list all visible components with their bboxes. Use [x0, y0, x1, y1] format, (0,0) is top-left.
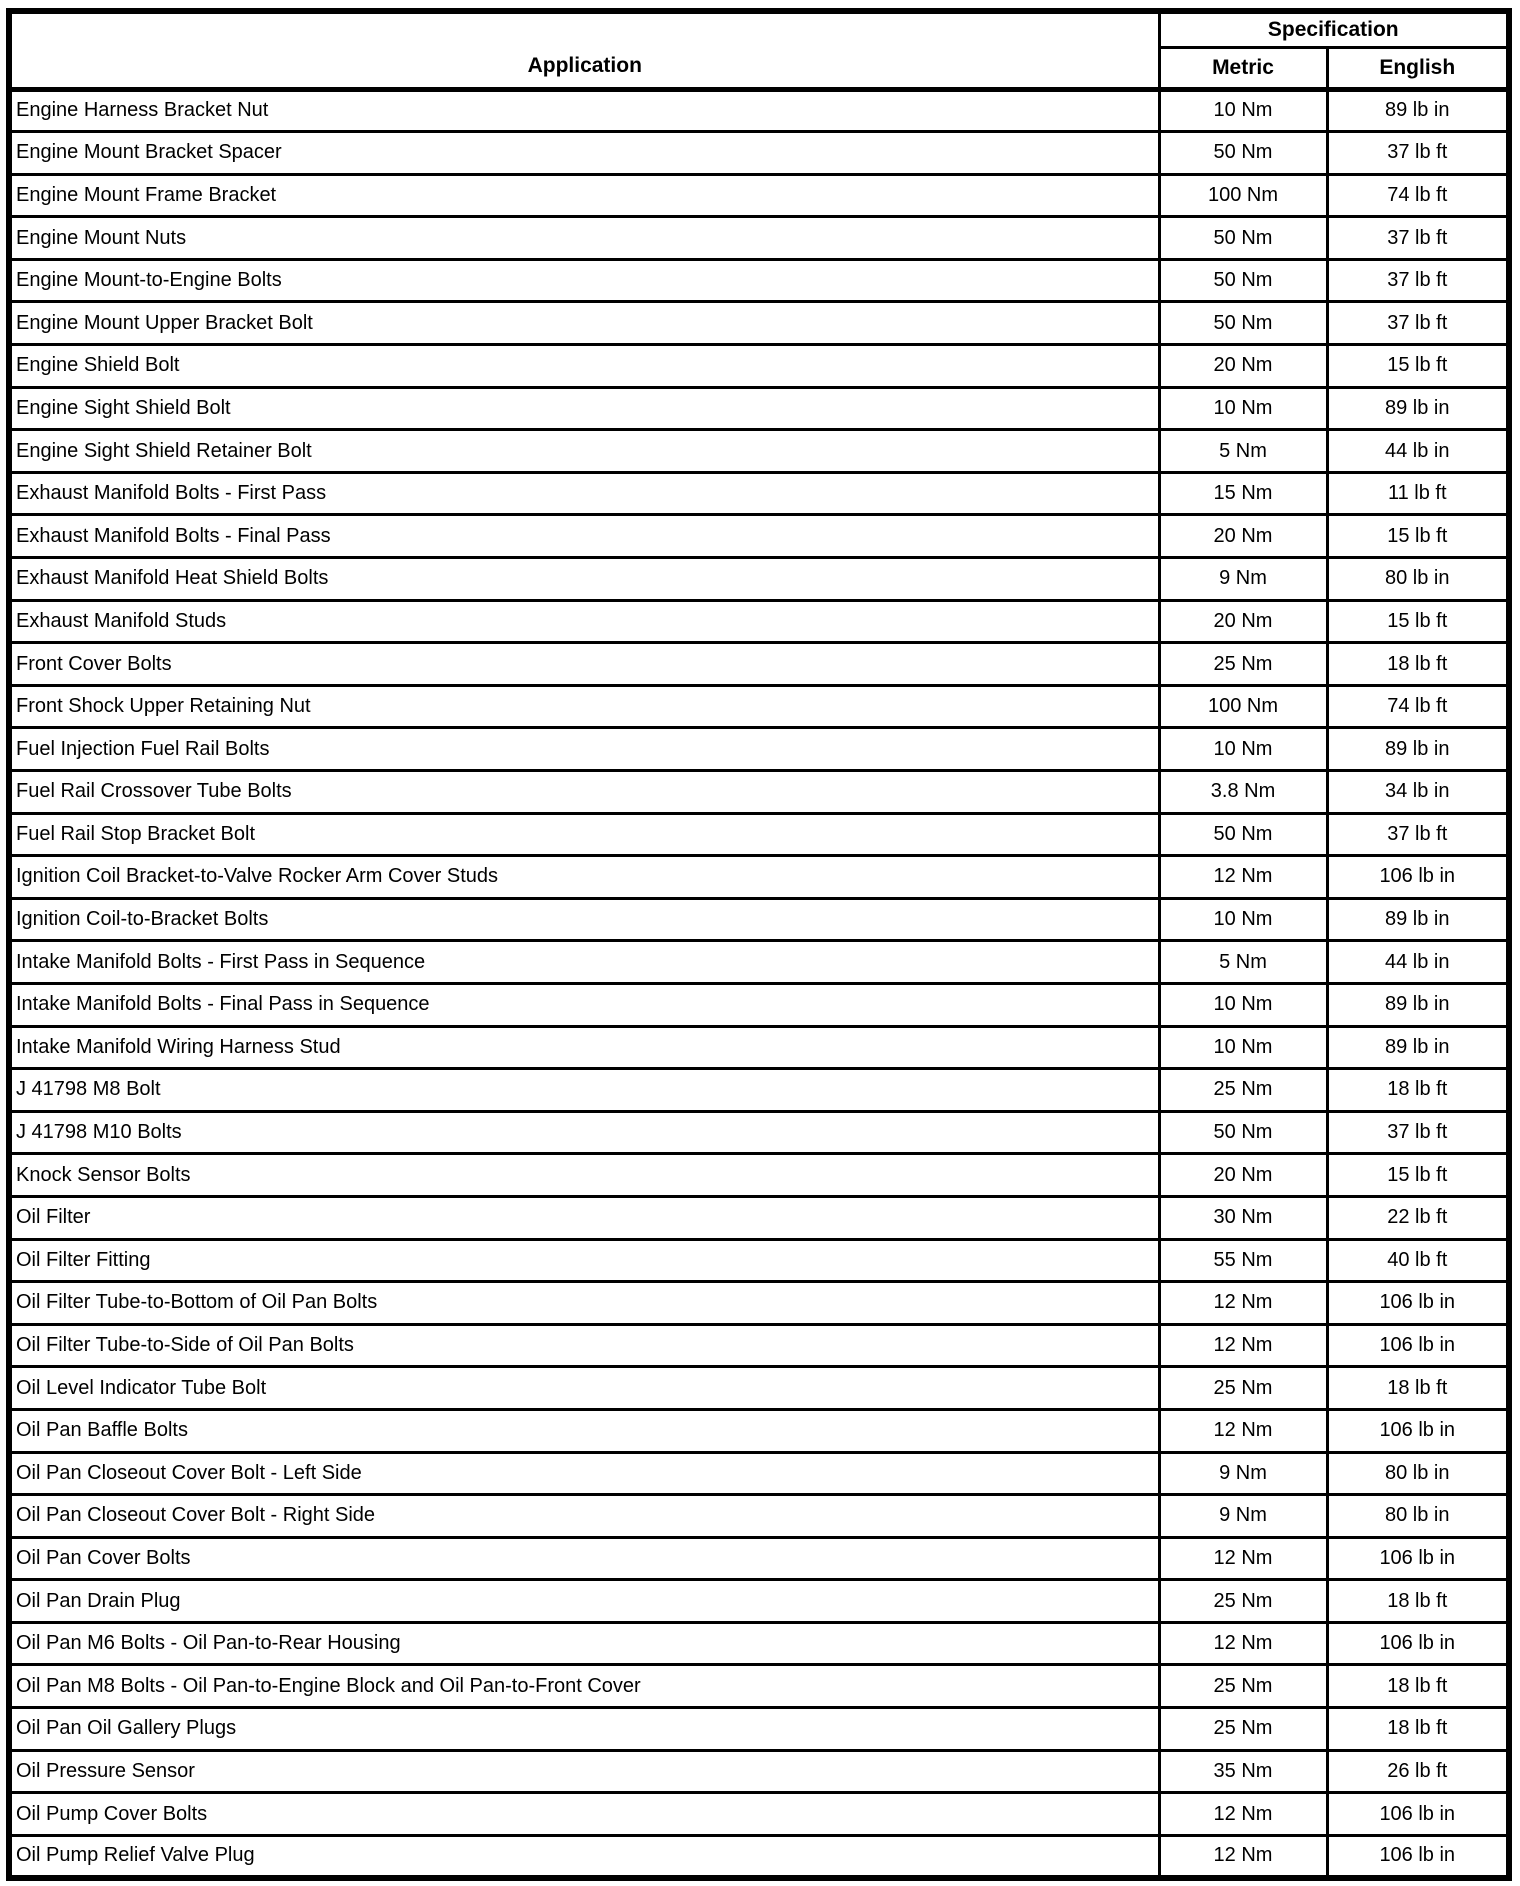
metric-cell: 25 Nm — [1159, 1665, 1327, 1708]
metric-cell: 12 Nm — [1159, 1324, 1327, 1367]
metric-cell: 55 Nm — [1159, 1239, 1327, 1282]
english-cell: 89 lb in — [1327, 387, 1509, 430]
metric-cell: 25 Nm — [1159, 643, 1327, 686]
specification-header: Specification — [1159, 11, 1509, 47]
metric-cell: 5 Nm — [1159, 941, 1327, 984]
metric-cell: 25 Nm — [1159, 1069, 1327, 1112]
english-cell: 34 lb in — [1327, 771, 1509, 814]
application-cell: Oil Filter — [9, 1196, 1159, 1239]
table-row — [9, 1452, 1509, 1495]
table-row — [9, 728, 1509, 771]
english-cell: 37 lb ft — [1327, 217, 1509, 260]
english-cell: 106 lb in — [1327, 1324, 1509, 1367]
table-row — [9, 89, 1509, 132]
table-row — [9, 1835, 1509, 1878]
english-cell: 26 lb ft — [1327, 1750, 1509, 1793]
table-row — [9, 685, 1509, 728]
application-cell: Oil Pressure Sensor — [9, 1750, 1159, 1793]
table-row — [9, 1069, 1509, 1112]
application-cell: Oil Pan M8 Bolts - Oil Pan-to-Engine Block and Oil Pan-to-Front Cover — [9, 1665, 1159, 1708]
english-cell: 80 lb in — [1327, 1452, 1509, 1495]
spec-table-body — [9, 89, 1509, 1878]
metric-cell: 100 Nm — [1159, 174, 1327, 217]
english-cell: 37 lb ft — [1327, 259, 1509, 302]
application-cell: Oil Pan Oil Gallery Plugs — [9, 1708, 1159, 1751]
english-cell: 15 lb ft — [1327, 515, 1509, 558]
metric-cell: 10 Nm — [1159, 983, 1327, 1026]
application-cell: Exhaust Manifold Studs — [9, 600, 1159, 643]
english-cell: 106 lb in — [1327, 1622, 1509, 1665]
metric-cell: 9 Nm — [1159, 1495, 1327, 1538]
english-header: English — [1327, 47, 1509, 89]
application-cell: Fuel Rail Crossover Tube Bolts — [9, 771, 1159, 814]
application-cell: Oil Level Indicator Tube Bolt — [9, 1367, 1159, 1410]
metric-cell: 50 Nm — [1159, 813, 1327, 856]
english-cell: 37 lb ft — [1327, 302, 1509, 345]
application-cell: Ignition Coil-to-Bracket Bolts — [9, 898, 1159, 941]
english-cell: 37 lb ft — [1327, 132, 1509, 175]
header-row-specification — [9, 11, 1509, 47]
application-cell: Oil Pan M6 Bolts - Oil Pan-to-Rear Housing — [9, 1622, 1159, 1665]
metric-cell: 35 Nm — [1159, 1750, 1327, 1793]
english-cell: 44 lb in — [1327, 941, 1509, 984]
table-row — [9, 1793, 1509, 1836]
table-row — [9, 643, 1509, 686]
table-row — [9, 1708, 1509, 1751]
english-cell: 22 lb ft — [1327, 1196, 1509, 1239]
metric-cell: 50 Nm — [1159, 217, 1327, 260]
application-cell: Intake Manifold Bolts - Final Pass in Sequence — [9, 983, 1159, 1026]
english-cell: 18 lb ft — [1327, 643, 1509, 686]
application-cell: Engine Harness Bracket Nut — [9, 89, 1159, 132]
metric-cell: 30 Nm — [1159, 1196, 1327, 1239]
table-row — [9, 1750, 1509, 1793]
metric-cell: 10 Nm — [1159, 1026, 1327, 1069]
english-cell: 11 lb ft — [1327, 472, 1509, 515]
metric-cell: 12 Nm — [1159, 1282, 1327, 1325]
application-cell: Ignition Coil Bracket-to-Valve Rocker Arm Cover Studs — [9, 856, 1159, 899]
metric-cell: 5 Nm — [1159, 430, 1327, 473]
table-row — [9, 1537, 1509, 1580]
metric-cell: 50 Nm — [1159, 1111, 1327, 1154]
table-row — [9, 813, 1509, 856]
english-cell: 18 lb ft — [1327, 1580, 1509, 1623]
torque-spec-table — [6, 8, 1512, 1881]
table-row — [9, 174, 1509, 217]
table-row — [9, 1026, 1509, 1069]
english-cell: 18 lb ft — [1327, 1665, 1509, 1708]
table-row — [9, 1495, 1509, 1538]
english-cell: 15 lb ft — [1327, 1154, 1509, 1197]
application-cell: Exhaust Manifold Bolts - First Pass — [9, 472, 1159, 515]
metric-cell: 25 Nm — [1159, 1708, 1327, 1751]
english-cell: 18 lb ft — [1327, 1367, 1509, 1410]
application-cell: Engine Sight Shield Bolt — [9, 387, 1159, 430]
metric-cell: 20 Nm — [1159, 345, 1327, 388]
table-row — [9, 1409, 1509, 1452]
english-cell: 106 lb in — [1327, 1537, 1509, 1580]
metric-cell: 12 Nm — [1159, 1409, 1327, 1452]
table-row — [9, 132, 1509, 175]
application-cell: Oil Pan Drain Plug — [9, 1580, 1159, 1623]
application-cell: Intake Manifold Bolts - First Pass in Sequence — [9, 941, 1159, 984]
english-cell: 89 lb in — [1327, 1026, 1509, 1069]
metric-cell: 100 Nm — [1159, 685, 1327, 728]
application-cell: Oil Pump Cover Bolts — [9, 1793, 1159, 1836]
metric-cell: 10 Nm — [1159, 387, 1327, 430]
metric-cell: 50 Nm — [1159, 259, 1327, 302]
table-header — [9, 11, 1509, 89]
application-cell: Engine Sight Shield Retainer Bolt — [9, 430, 1159, 473]
application-cell: Engine Mount Nuts — [9, 217, 1159, 260]
english-cell: 89 lb in — [1327, 898, 1509, 941]
english-cell: 80 lb in — [1327, 1495, 1509, 1538]
table-row — [9, 302, 1509, 345]
table-row — [9, 430, 1509, 473]
application-cell: J 41798 M8 Bolt — [9, 1069, 1159, 1112]
application-cell: Engine Mount Bracket Spacer — [9, 132, 1159, 175]
application-cell: Intake Manifold Wiring Harness Stud — [9, 1026, 1159, 1069]
metric-header: Metric — [1159, 47, 1327, 89]
application-header: Application — [9, 11, 1159, 89]
metric-cell: 12 Nm — [1159, 1793, 1327, 1836]
application-cell: Oil Filter Tube-to-Side of Oil Pan Bolts — [9, 1324, 1159, 1367]
english-cell: 37 lb ft — [1327, 1111, 1509, 1154]
application-cell: Oil Pan Cover Bolts — [9, 1537, 1159, 1580]
table-row — [9, 856, 1509, 899]
table-row — [9, 515, 1509, 558]
application-cell: Fuel Rail Stop Bracket Bolt — [9, 813, 1159, 856]
english-cell: 44 lb in — [1327, 430, 1509, 473]
table-row — [9, 1324, 1509, 1367]
english-cell: 15 lb ft — [1327, 600, 1509, 643]
english-cell: 40 lb ft — [1327, 1239, 1509, 1282]
metric-cell: 15 Nm — [1159, 472, 1327, 515]
table-row — [9, 600, 1509, 643]
table-row — [9, 558, 1509, 601]
application-cell: Oil Pump Relief Valve Plug — [9, 1835, 1159, 1878]
english-cell: 106 lb in — [1327, 1409, 1509, 1452]
table-row — [9, 898, 1509, 941]
table-row — [9, 259, 1509, 302]
metric-cell: 12 Nm — [1159, 1537, 1327, 1580]
table-row — [9, 1282, 1509, 1325]
application-cell: Knock Sensor Bolts — [9, 1154, 1159, 1197]
metric-cell: 10 Nm — [1159, 898, 1327, 941]
application-cell: Oil Pan Closeout Cover Bolt - Right Side — [9, 1495, 1159, 1538]
application-cell: Engine Shield Bolt — [9, 345, 1159, 388]
application-cell: Engine Mount Upper Bracket Bolt — [9, 302, 1159, 345]
metric-cell: 3.8 Nm — [1159, 771, 1327, 814]
english-cell: 15 lb ft — [1327, 345, 1509, 388]
english-cell: 18 lb ft — [1327, 1069, 1509, 1112]
english-cell: 89 lb in — [1327, 983, 1509, 1026]
english-cell: 89 lb in — [1327, 728, 1509, 771]
table-row — [9, 1622, 1509, 1665]
table-row — [9, 472, 1509, 515]
english-cell: 106 lb in — [1327, 1835, 1509, 1878]
table-row — [9, 345, 1509, 388]
table-row — [9, 771, 1509, 814]
application-cell: Oil Filter Tube-to-Bottom of Oil Pan Bolts — [9, 1282, 1159, 1325]
metric-cell: 12 Nm — [1159, 1835, 1327, 1878]
metric-cell: 12 Nm — [1159, 856, 1327, 899]
table-row — [9, 1367, 1509, 1410]
english-cell: 18 lb ft — [1327, 1708, 1509, 1751]
table-row — [9, 217, 1509, 260]
table-row — [9, 941, 1509, 984]
metric-cell: 50 Nm — [1159, 302, 1327, 345]
table-row — [9, 1154, 1509, 1197]
english-cell: 106 lb in — [1327, 1793, 1509, 1836]
metric-cell: 20 Nm — [1159, 1154, 1327, 1197]
metric-cell: 25 Nm — [1159, 1367, 1327, 1410]
application-cell: Oil Pan Closeout Cover Bolt - Left Side — [9, 1452, 1159, 1495]
application-cell: Engine Mount-to-Engine Bolts — [9, 259, 1159, 302]
table-row — [9, 1196, 1509, 1239]
table-row — [9, 387, 1509, 430]
metric-cell: 12 Nm — [1159, 1622, 1327, 1665]
metric-cell: 20 Nm — [1159, 515, 1327, 558]
metric-cell: 9 Nm — [1159, 1452, 1327, 1495]
application-cell: Front Cover Bolts — [9, 643, 1159, 686]
metric-cell: 9 Nm — [1159, 558, 1327, 601]
table-row — [9, 983, 1509, 1026]
application-cell: Exhaust Manifold Bolts - Final Pass — [9, 515, 1159, 558]
english-cell: 74 lb ft — [1327, 685, 1509, 728]
english-cell: 106 lb in — [1327, 856, 1509, 899]
metric-cell: 10 Nm — [1159, 89, 1327, 132]
application-cell: Front Shock Upper Retaining Nut — [9, 685, 1159, 728]
application-cell: Fuel Injection Fuel Rail Bolts — [9, 728, 1159, 771]
table-row — [9, 1580, 1509, 1623]
metric-cell: 20 Nm — [1159, 600, 1327, 643]
metric-cell: 50 Nm — [1159, 132, 1327, 175]
application-cell: Oil Filter Fitting — [9, 1239, 1159, 1282]
application-cell: J 41798 M10 Bolts — [9, 1111, 1159, 1154]
english-cell: 106 lb in — [1327, 1282, 1509, 1325]
english-cell: 89 lb in — [1327, 89, 1509, 132]
table-row — [9, 1111, 1509, 1154]
metric-cell: 10 Nm — [1159, 728, 1327, 771]
application-cell: Engine Mount Frame Bracket — [9, 174, 1159, 217]
english-cell: 80 lb in — [1327, 558, 1509, 601]
application-cell: Oil Pan Baffle Bolts — [9, 1409, 1159, 1452]
table-row — [9, 1665, 1509, 1708]
application-cell: Exhaust Manifold Heat Shield Bolts — [9, 558, 1159, 601]
english-cell: 74 lb ft — [1327, 174, 1509, 217]
metric-cell: 25 Nm — [1159, 1580, 1327, 1623]
table-row — [9, 1239, 1509, 1282]
english-cell: 37 lb ft — [1327, 813, 1509, 856]
